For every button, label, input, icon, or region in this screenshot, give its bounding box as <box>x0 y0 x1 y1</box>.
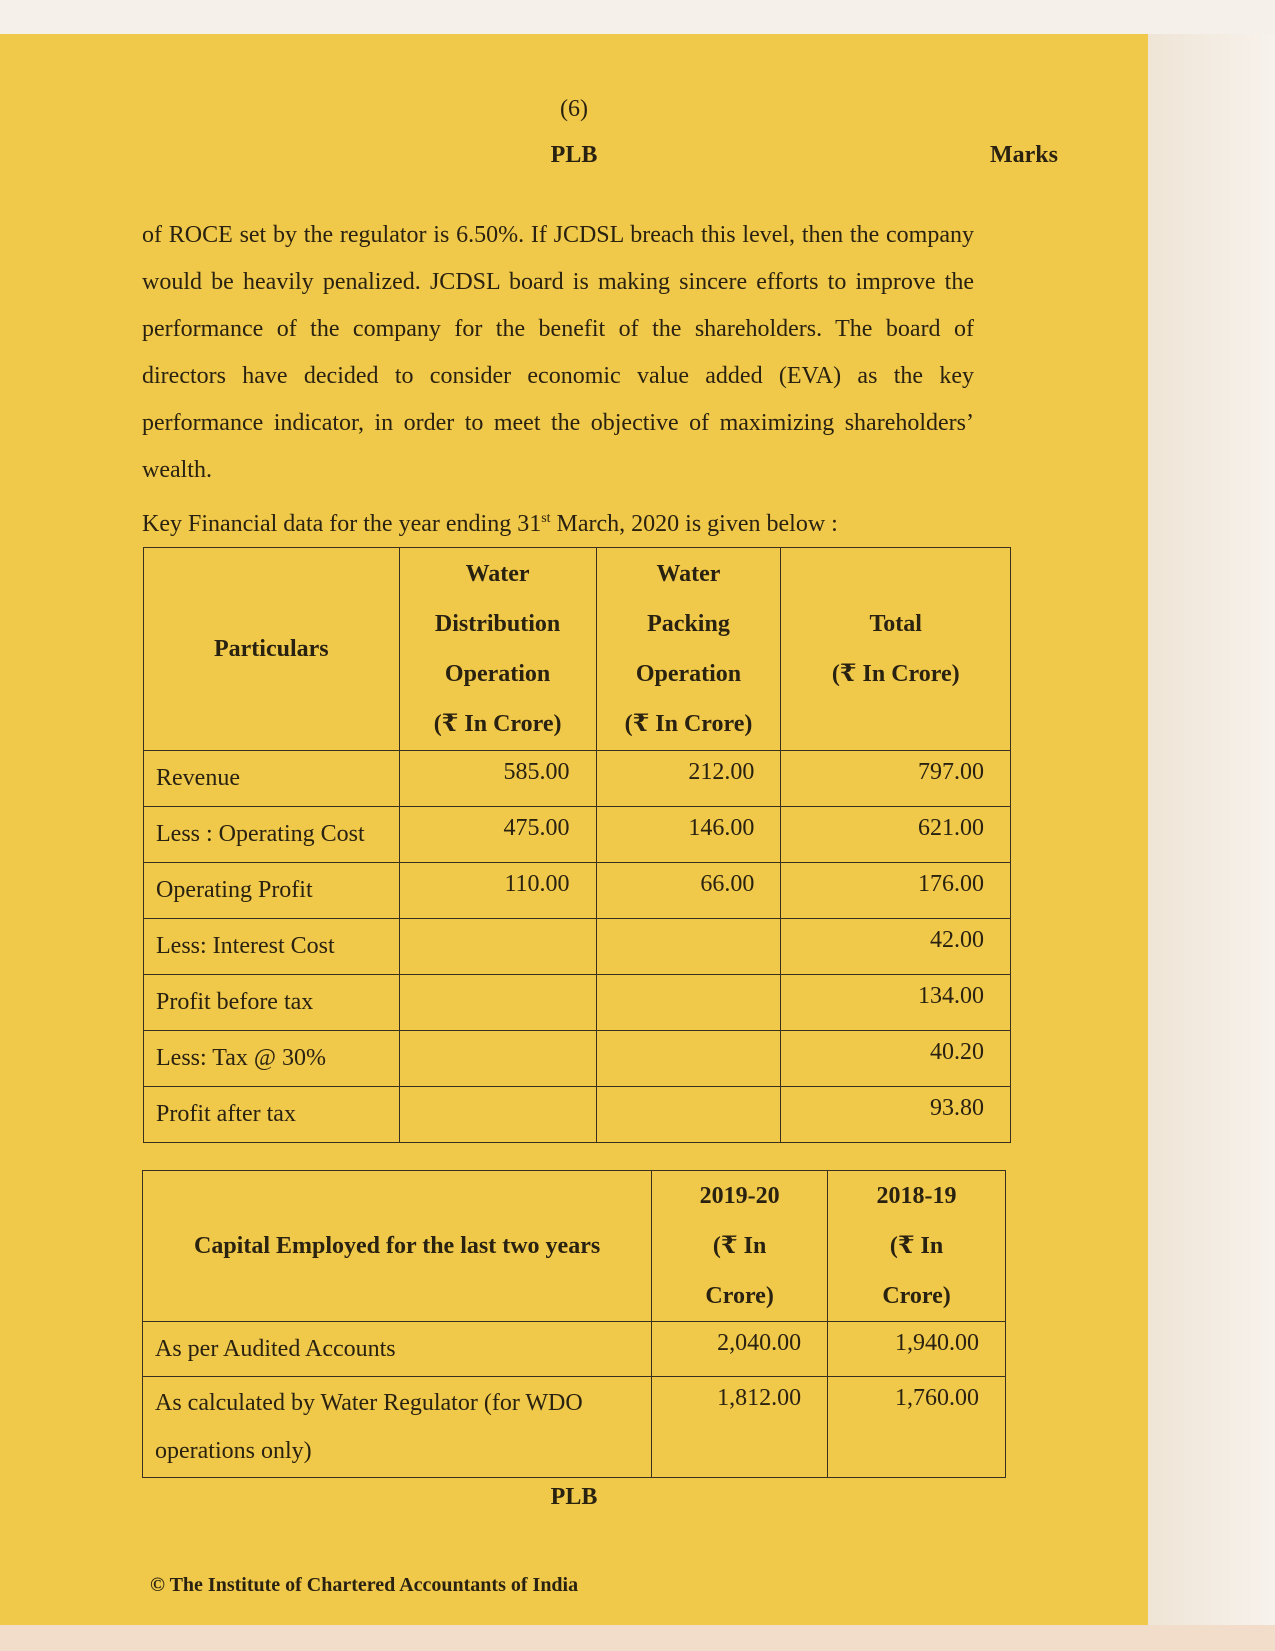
value-2019-20: 2,040.00 <box>652 1322 828 1377</box>
wdo-value <box>399 975 596 1031</box>
total-value: 797.00 <box>781 751 1011 807</box>
wpo-value <box>596 1031 781 1087</box>
page-edge <box>1148 34 1275 1634</box>
value-2018-19: 1,940.00 <box>828 1322 1006 1377</box>
row-label: As calculated by Water Regulator (for WDO operations only) <box>143 1377 652 1478</box>
table-row <box>144 1087 1011 1143</box>
column-header <box>143 1171 652 1322</box>
header-line: Packing <box>647 611 730 637</box>
copyright-notice: © The Institute of Chartered Accountants of India <box>150 1574 579 1596</box>
wpo-value: 66.00 <box>596 863 781 919</box>
column-header <box>781 548 1011 751</box>
header-line: Distribution <box>434 611 561 637</box>
table-intro <box>142 495 1042 548</box>
total-value: 176.00 <box>781 863 1011 919</box>
wpo-value <box>596 1087 781 1143</box>
header-line: Particulars <box>213 636 329 662</box>
wdo-value: 475.00 <box>399 807 596 863</box>
wpo-value: 212.00 <box>596 751 781 807</box>
header-line: Total <box>869 611 922 637</box>
table-row <box>144 863 1011 919</box>
footer-code: PLB <box>550 1484 598 1510</box>
row-label: As per Audited Accounts <box>143 1322 652 1377</box>
total-value: 93.80 <box>781 1087 1011 1143</box>
question-paragraph: of ROCE set by the regulator is 6.50%. If JCDSL breach this level, then the company would be heavily penalized. JCDSL board is making sincere efforts to improve the performance of the company for the benefit of the shareholders. The board of directors have decided to consider economic value added (EVA) as the key performance indicator, in order to meet the objective of maximizing shareholders’ wealth. <box>142 222 974 483</box>
header-line: Operation <box>635 661 742 687</box>
row-label: Profit before tax <box>144 975 400 1031</box>
table-row <box>143 1322 1006 1377</box>
intro-text-start: Key Financial data for the year ending 31 <box>142 511 542 537</box>
wdo-value: 585.00 <box>399 751 596 807</box>
table-row <box>144 975 1011 1031</box>
header-line: Water <box>465 561 530 587</box>
page-number: (6) <box>560 96 588 122</box>
wdo-value <box>399 1031 596 1087</box>
row-label: Less: Tax @ 30% <box>144 1031 400 1087</box>
wdo-value <box>399 1087 596 1143</box>
table-header-row <box>143 1171 1006 1322</box>
header-line: (₹ In Crore) <box>882 1233 951 1309</box>
row-label: Less: Interest Cost <box>144 919 400 975</box>
wpo-value: 146.00 <box>596 807 781 863</box>
intro-superscript: st <box>541 511 551 526</box>
wdo-value <box>399 919 596 975</box>
value-2019-20: 1,812.00 <box>652 1377 828 1478</box>
header-line: (₹ In Crore) <box>624 711 753 737</box>
row-label: Less : Operating Cost <box>144 807 400 863</box>
table-row <box>144 919 1011 975</box>
table-row <box>144 1031 1011 1087</box>
header-line: 2018-19 <box>876 1183 957 1209</box>
column-header <box>596 548 781 751</box>
header-code: PLB <box>550 142 598 168</box>
column-header <box>652 1171 828 1322</box>
wdo-value: 110.00 <box>399 863 596 919</box>
header-line: Capital Employed for the last two years <box>193 1233 601 1259</box>
column-header <box>399 548 596 751</box>
header-line: (₹ In Crore) <box>433 711 562 737</box>
header-line: (₹ In Crore) <box>705 1233 774 1309</box>
column-header <box>144 548 400 751</box>
wpo-value <box>596 975 781 1031</box>
header-line: (₹ In Crore) <box>831 661 960 687</box>
row-label: Profit after tax <box>144 1087 400 1143</box>
marks-label: Marks <box>990 142 1058 168</box>
total-value: 134.00 <box>781 975 1011 1031</box>
row-label: Revenue <box>144 751 400 807</box>
wpo-value <box>596 919 781 975</box>
value-2018-19: 1,760.00 <box>828 1377 1006 1478</box>
intro-text-end: March, 2020 is given below : <box>550 511 838 537</box>
table-row <box>143 1377 1006 1478</box>
header-line: 2019-20 <box>699 1183 780 1209</box>
total-value: 621.00 <box>781 807 1011 863</box>
table-header-row <box>144 548 1011 751</box>
header-line: Water <box>656 561 721 587</box>
page-bottom-edge <box>0 1625 1275 1651</box>
financial-data-table <box>143 547 1011 1143</box>
table-row <box>144 807 1011 863</box>
row-label: Operating Profit <box>144 863 400 919</box>
table-row <box>144 751 1011 807</box>
capital-employed-table <box>142 1170 1006 1478</box>
header-line: Operation <box>444 661 551 687</box>
column-header <box>828 1171 1006 1322</box>
total-value: 40.20 <box>781 1031 1011 1087</box>
total-value: 42.00 <box>781 919 1011 975</box>
